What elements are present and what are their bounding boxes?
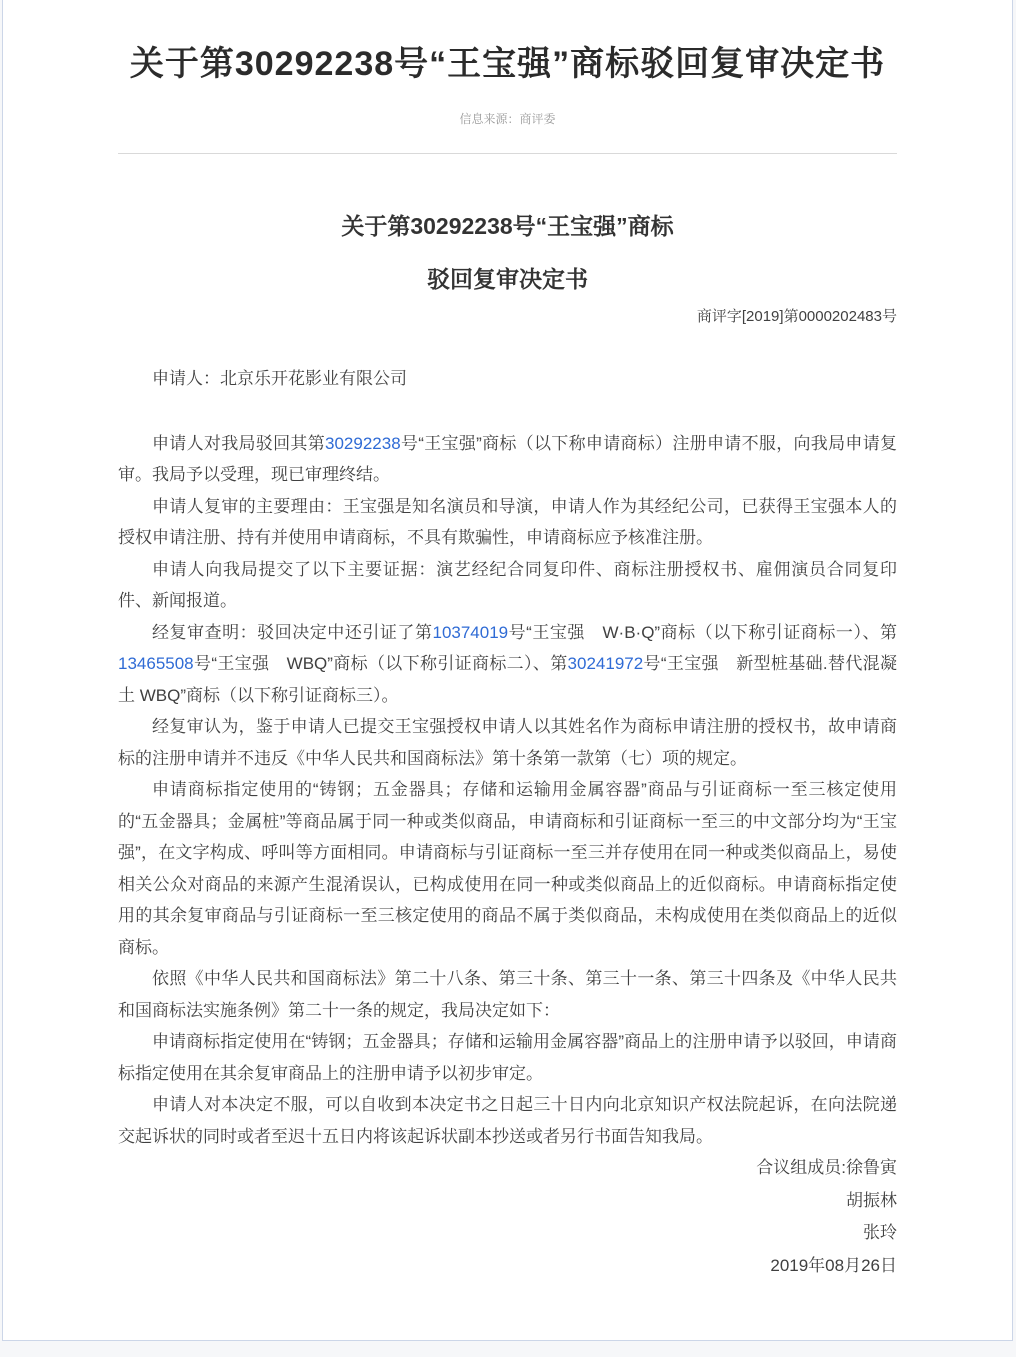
document-number: 商评字[2019]第0000202483号 bbox=[696, 308, 897, 325]
trademark-number-link[interactable]: 30241972 bbox=[567, 654, 644, 673]
article-card bbox=[2, 0, 1013, 1341]
document-paragraph bbox=[118, 711, 897, 774]
applicant-line: 申请人：北京乐开花影业有限公司 bbox=[152, 369, 407, 388]
paragraph-text: 申请商标指定使用的“铸钢；五金器具；存储和运输用金属容器”商品与引证商标一至三核定使用的“五金器具；金属桩”等商品属于同一种或类似商品，申请商标和引证商标一至三的中文部分均为“王宝强”，在文字构成、呼叫等方面相同。申请商标与引证商标一至三并存使用在同一种或类似商品上，易使相关公众对商品的来源产生混淆误认，已构成使用在同一种或类似商品上的近似商标。申请商标指定使用的其余复审商品与引证商标一至三核定使用的商品不属于类似商品，未构成使用在类似商品上的近似商标。 bbox=[118, 780, 897, 957]
signature-block bbox=[118, 1152, 897, 1282]
signature-date: 2019年08月26日 bbox=[770, 1255, 897, 1275]
paragraph-list bbox=[118, 428, 897, 1153]
paragraph-text: 经复审查明：驳回决定中还引证了第 bbox=[152, 622, 433, 642]
trademark-number-link[interactable]: 13465508 bbox=[118, 654, 194, 673]
document-paragraph bbox=[118, 617, 897, 712]
document-body bbox=[118, 212, 897, 1282]
document-paragraph bbox=[118, 1089, 897, 1152]
document-paragraph bbox=[118, 428, 897, 491]
document-title-line1: 关于第30292238号“王宝强”商标 bbox=[341, 213, 674, 239]
document-paragraph bbox=[118, 774, 897, 963]
document-paragraph bbox=[118, 1026, 897, 1089]
signature-panel-members: 合议组成员:徐鲁寅 bbox=[756, 1158, 897, 1177]
trademark-number-link[interactable]: 10374019 bbox=[432, 622, 509, 642]
paragraph-text: 申请人向我局提交了以下主要证据：演艺经纪合同复印件、商标注册授权书、雇佣演员合同复印件、新闻报道。 bbox=[118, 559, 897, 610]
paragraph-text: 号“王宝强 新型桩基础.替代混凝土 WBQ”商标（以下称引证商标三）。 bbox=[118, 654, 897, 705]
signature-member-2: 胡振林 bbox=[846, 1190, 897, 1210]
paragraph-text: 申请人复审的主要理由：王宝强是知名演员和导演，申请人作为其经纪公司，已获得王宝强本人的授权申请注册、持有并使用申请商标，不具有欺骗性，申请商标应予核准注册。 bbox=[118, 496, 897, 547]
paragraph-text: 号“王宝强 W·B·Q”商标（以下称引证商标一）、第 bbox=[508, 622, 897, 642]
signature-member-3: 张玲 bbox=[863, 1223, 897, 1242]
paragraph-text: 申请人对我局驳回其第 bbox=[152, 433, 326, 453]
source-label: 信息来源：商评委 bbox=[459, 112, 556, 126]
paragraph-text: 申请人对本决定不服，可以自收到本决定书之日起三十日内向北京知识产权法院起诉，在向法院递交起诉状的同时或者至迟十五日内将该起诉状副本抄送或者另行书面告知我局。 bbox=[118, 1095, 897, 1146]
header-divider bbox=[118, 153, 897, 154]
document-title-line2: 驳回复审决定书 bbox=[427, 266, 588, 292]
paragraph-text: 依照《中华人民共和国商标法》第二十八条、第三十条、第三十一条、第三十四条及《中华人民共和国商标法实施条例》第二十一条的规定，我局决定如下： bbox=[118, 969, 897, 1020]
page-title: 关于第30292238号“王宝强”商标驳回复审决定书 bbox=[129, 45, 886, 83]
document-paragraph bbox=[118, 963, 897, 1026]
document-paragraph bbox=[118, 554, 897, 617]
paragraph-text: 号“王宝强 WBQ”商标（以下称引证商标二）、第 bbox=[193, 654, 568, 673]
document-paragraph bbox=[118, 491, 897, 554]
trademark-number-link[interactable]: 30292238 bbox=[325, 433, 401, 453]
paragraph-text: 申请商标指定使用在“铸钢；五金器具；存储和运输用金属容器”商品上的注册申请予以驳回，申请商标指定使用在其余复审商品上的注册申请予以初步审定。 bbox=[118, 1032, 897, 1083]
paragraph-text: 经复审认为，鉴于申请人已提交王宝强授权申请人以其姓名作为商标申请注册的授权书，故申请商标的注册申请并不违反《中华人民共和国商标法》第十条第一款第（七）项的规定。 bbox=[118, 717, 897, 768]
paragraph-text: 号“王宝强”商标（以下称申请商标）注册申请不服，向我局申请复审。我局予以受理，现已审理终结。 bbox=[118, 433, 898, 484]
